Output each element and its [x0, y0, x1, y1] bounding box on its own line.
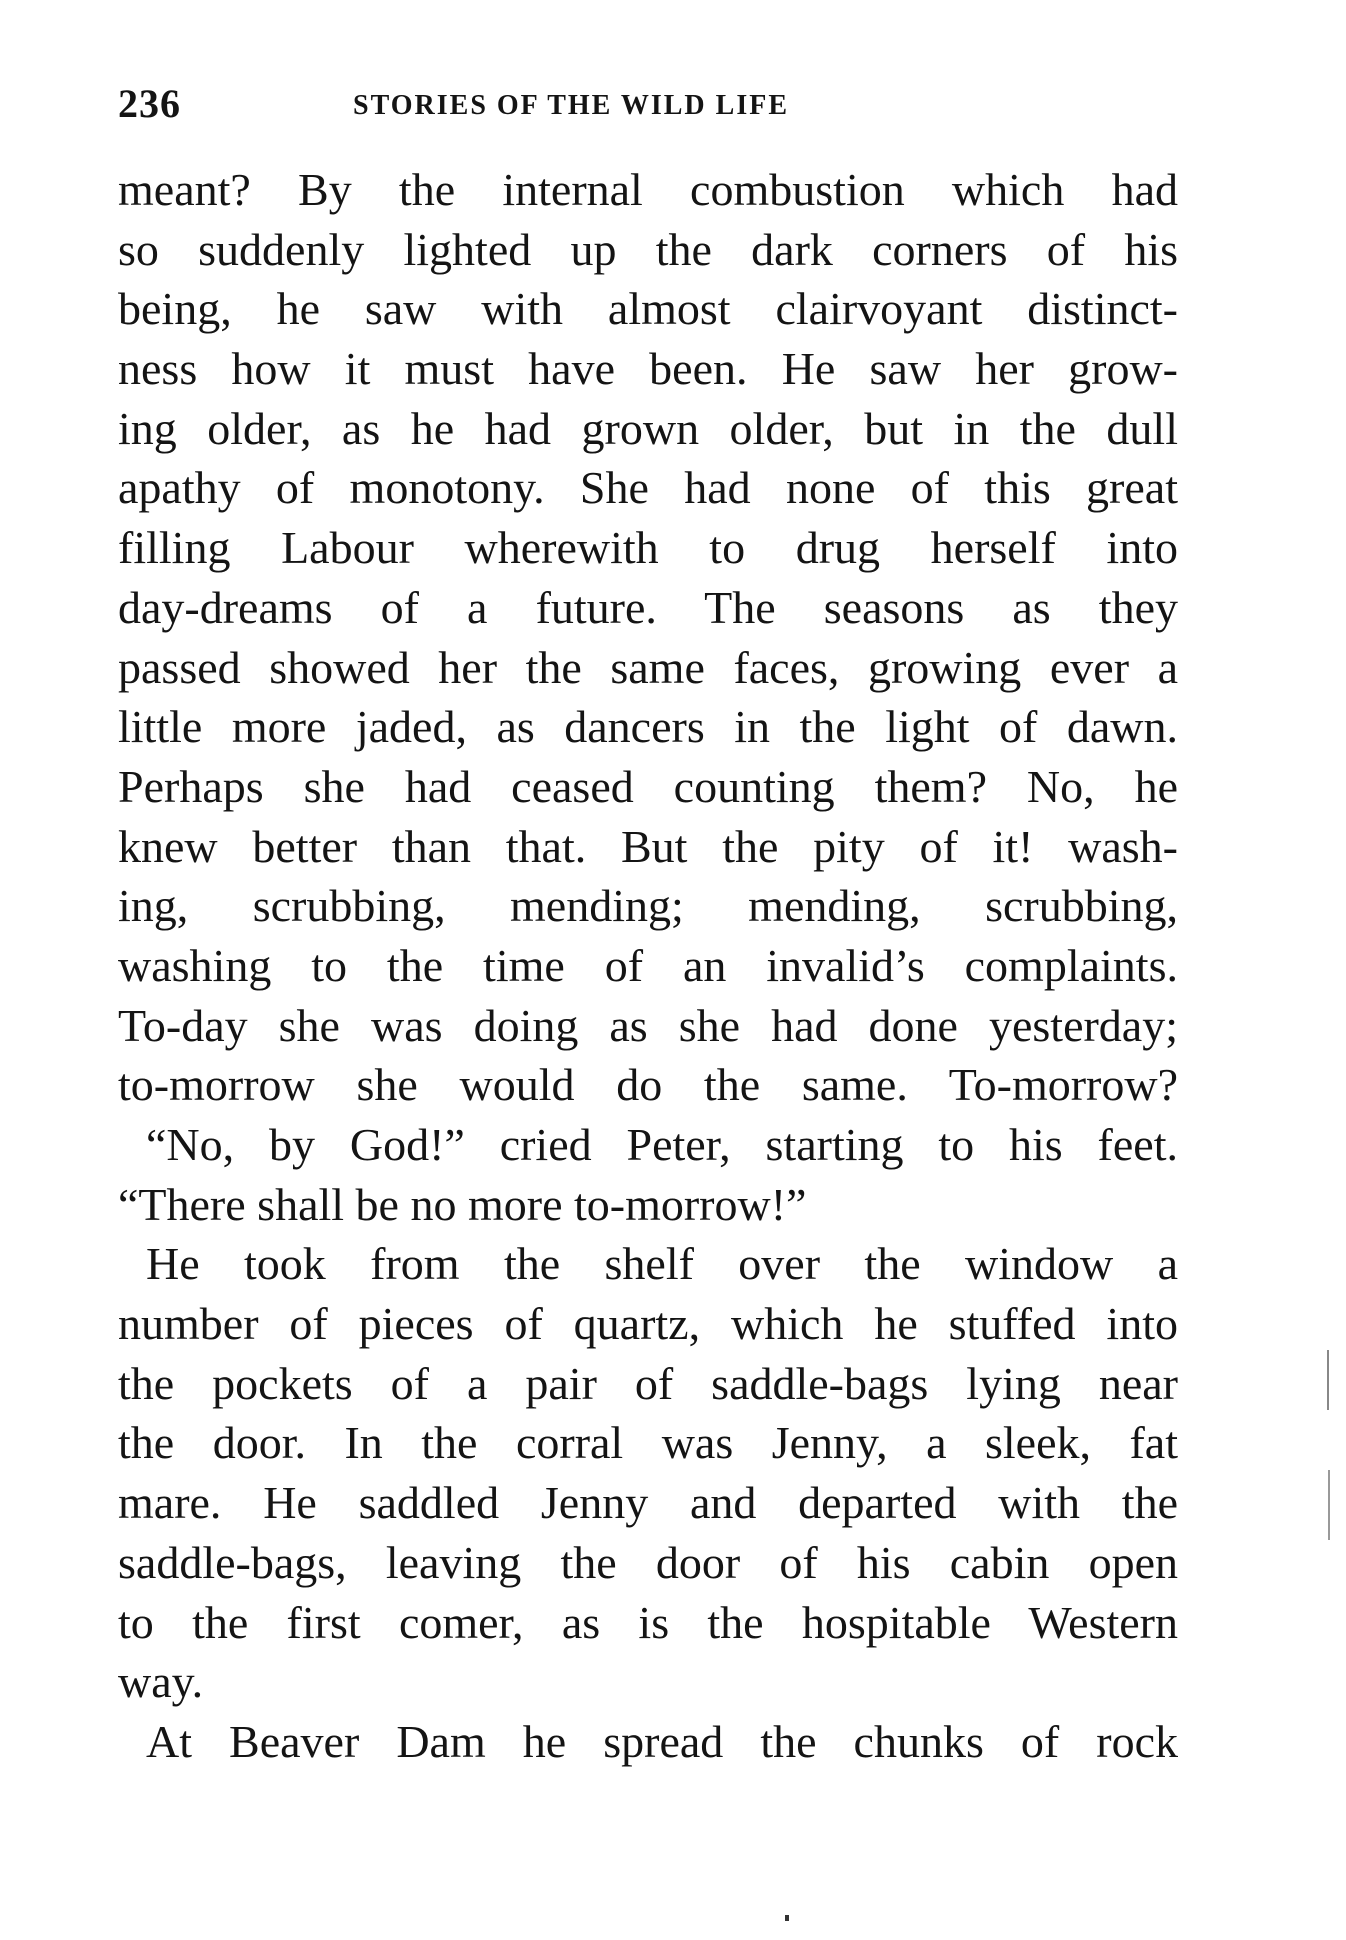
text-line: number of pieces of quartz, which he stuffed into [118, 1298, 1178, 1350]
text-line: ing older, as he had grown older, but in the dull [118, 402, 1178, 454]
scan-mark [1328, 1470, 1330, 1540]
text-line: saddle-bags, leaving the door of his cabin open [118, 1536, 1178, 1588]
text-line: the door. In the corral was Jenny, a sleek, fat [118, 1417, 1178, 1469]
scan-mark [1327, 1350, 1329, 1410]
text-line: To-day she was doing as she had done yesterday; [118, 999, 1178, 1051]
text-line: the pockets of a pair of saddle-bags lying near [118, 1357, 1178, 1409]
text-line: meant? By the internal combustion which had [118, 164, 1178, 215]
text-line: washing to the time of an invalid’s complaints. [118, 939, 1178, 991]
text-line: day-dreams of a future. The seasons as they [118, 581, 1178, 633]
text-line: He took from the shelf over the window a [146, 1238, 1178, 1290]
text-line: knew better than that. But the pity of it! wash- [118, 820, 1178, 872]
text-line: “There shall be no more to-morrow!” [118, 1178, 807, 1230]
text-line: At Beaver Dam he spread the chunks of rock [146, 1715, 1178, 1767]
text-line: little more jaded, as dancers in the light of dawn. [118, 701, 1178, 753]
text-line: so suddenly lighted up the dark corners of his [118, 223, 1178, 275]
text-line: apathy of monotony. She had none of this great [118, 462, 1178, 514]
running-title: STORIES OF THE WILD LIFE [353, 90, 789, 121]
text-line: to the first comer, as is the hospitable Western [118, 1596, 1178, 1648]
text-line: filling Labour wherewith to drug herself into [118, 522, 1178, 574]
page-number: 236 [118, 81, 181, 126]
text-line: passed showed her the same faces, growing ever a [118, 641, 1178, 693]
text-line: Perhaps she had ceased counting them? No, he [118, 760, 1178, 812]
text-line: to-morrow she would do the same. To-morrow? [118, 1059, 1178, 1111]
text-line: ness how it must have been. He saw her grow- [118, 343, 1178, 395]
scan-mark [785, 1915, 789, 1921]
text-line: “No, by God!” cried Peter, starting to his feet. [146, 1119, 1178, 1170]
text-line: being, he saw with almost clairvoyant distinct- [118, 283, 1178, 335]
running-head [118, 80, 1178, 128]
text-line: mare. He saddled Jenny and departed with the [118, 1477, 1178, 1529]
text-line: ing, scrubbing, mending; mending, scrubbing, [118, 880, 1178, 932]
body-text [118, 160, 1178, 1772]
text-line: way. [118, 1656, 204, 1708]
